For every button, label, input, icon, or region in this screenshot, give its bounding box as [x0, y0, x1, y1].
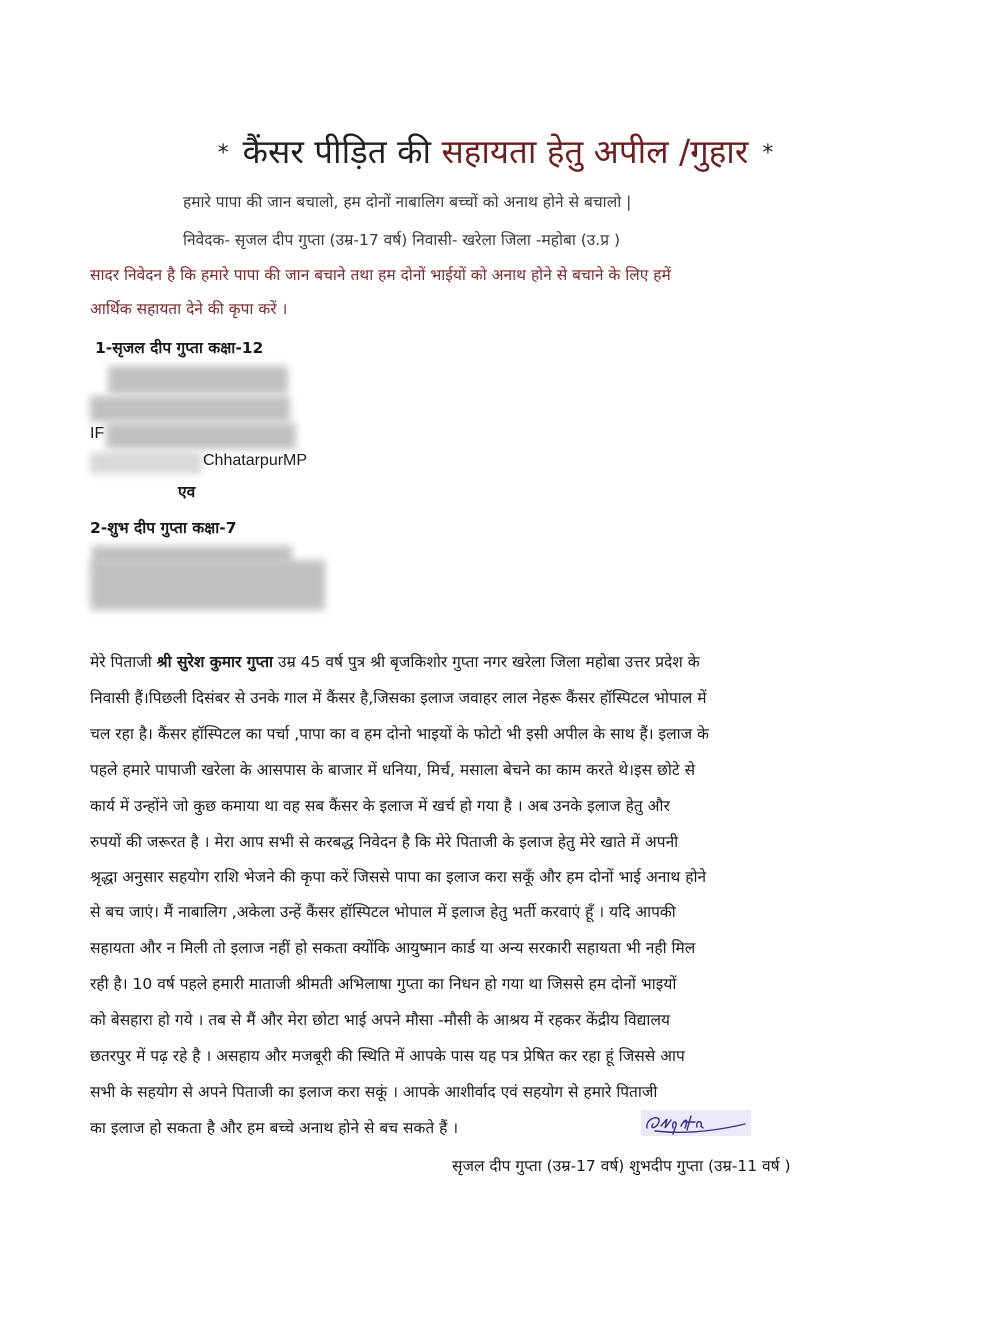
account1-ifsc-prefix: IF	[90, 425, 105, 442]
account1-heading: 1-सृजल दीप गुप्ता कक्षा-12	[95, 339, 264, 357]
body-line: से बच जाएं। मैं नाबालिग ,अकेला उन्हें कैंसर हॉस्पिटल भोपाल में इलाज हेतु भर्ती करवाएं हूँ । यदि आपकी	[90, 903, 676, 921]
title-part2: सहायता हेतु अपील /गुहार	[441, 132, 749, 171]
body-line: पहले हमारे पापाजी खरेला के आसपास के बाजार में धनिया, मिर्च, मसाला बेचने का काम करते थे।इस छोटे से	[90, 761, 696, 779]
body-line-1-a: मेरे पिताजी	[90, 653, 157, 671]
account1-branch: ChhatarpurMP	[203, 452, 308, 469]
body-line-1	[90, 650, 700, 672]
body-line: छतरपुर में पढ़ रहे है । असहाय और मजबूरी की स्थिति में आपके पास यह पत्र प्रेषित कर रहा हूं जिससे आप	[90, 1047, 685, 1065]
body-line: का इलाज हो सकता है और हम बच्चे अनाथ होने से बच सकते हैं ।	[90, 1119, 459, 1137]
body-line: सहायता और न मिली तो इलाज नहीं हो सकता क्योंकि आयुष्मान कार्ड या अन्य सरकारी सहायता भी नही मिल	[90, 939, 696, 957]
account2-heading: 2-शुभ दीप गुप्ता कक्षा-7	[90, 519, 237, 537]
and-separator: एव	[178, 483, 196, 501]
body-line: निवासी हैं।पिछली दिसंबर से उनके गाल में कैंसर है,जिसका इलाज जवाहर लाल नेहरू कैंसर हॉस्पिटल भोपाल में	[90, 689, 707, 707]
body-line: रही है। 10 वर्ष पहले हमारी माताजी श्रीमती अभिलाषा गुप्ता का निधन हो गया था जिससे हम दोनों भाइयों	[90, 975, 677, 993]
body-line: चल रहा है। कैंसर हॉस्पिटल का पर्चा ,पापा का व हम दोनो भाइयों के फोटो भी इसी अपील के साथ हैं। इलाज के	[90, 725, 709, 743]
star-right: *	[762, 141, 774, 166]
father-name: श्री सुरेश कुमार गुप्ता	[156, 653, 274, 671]
body-line-1-c: उम्र 45 वर्ष पुत्र श्री बृजकिशोर गुप्ता नगर खरेला जिला महोबा उत्तर प्रदेश के	[273, 653, 700, 671]
star-left: *	[217, 141, 229, 166]
redacted-block	[108, 366, 288, 394]
subtitle-plea: हमारे पापा की जान बचालो, हम दोनों नाबालिग बच्चों को अनाथ होने से बचालो |	[183, 193, 632, 211]
redacted-block	[106, 423, 296, 449]
body-line: श्रृद्धा अनुसार सहयोग राशि भेजने की कृपा करें जिससे पापा का इलाज करा सकूँ और हम दोनों भाई अनाथ होने	[90, 868, 707, 886]
title-part1: कैंसर पीड़ित की	[242, 132, 431, 171]
redacted-block	[90, 396, 290, 422]
body-line: सभी के सहयोग से अपने पिताजी का इलाज करा सकूं । आपके आशीर्वाद एवं सहयोग से हमारे पिताजी	[90, 1083, 658, 1101]
redacted-block	[90, 452, 202, 474]
body-line: रुपयों की जरूरत है । मेरा आप सभी से करबद्ध निवेदन है कि मेरे पिताजी के इलाज हेतु मेरे खाते में अपनी	[90, 833, 679, 851]
signature-image	[641, 1110, 751, 1136]
request-line-2: आर्थिक सहायता देने की कृपा करें ।	[90, 300, 288, 318]
redacted-block	[90, 560, 325, 610]
body-line: कार्य में उन्होंने जो कुछ कमाया था वह सब कैंसर के इलाज में खर्च हो गया है । अब उनके इलाज हेतु और	[90, 797, 670, 815]
body-line: को बेसहारा हो गये । तब से मैं और मेरा छोटा भाई अपने मौसा -मौसी के आश्रय में रहकर केंद्रीय विद्यालय	[90, 1011, 670, 1029]
subtitle-applicant: निवेदक- सृजल दीप गुप्ता (उम्र-17 वर्ष) निवासी- खरेला जिला -महोबा (उ.प्र )	[183, 231, 621, 249]
letter-title	[0, 128, 991, 173]
request-line-1: सादर निवेदन है कि हमारे पापा की जान बचाने तथा हम दोनों भाईयों को अनाथ होने से बचाने के लिए हमें	[90, 266, 671, 284]
signoff-names: सृजल दीप गुप्ता (उम्र-17 वर्ष) शुभदीप गुप्ता (उम्र-11 वर्ष )	[452, 1157, 791, 1175]
